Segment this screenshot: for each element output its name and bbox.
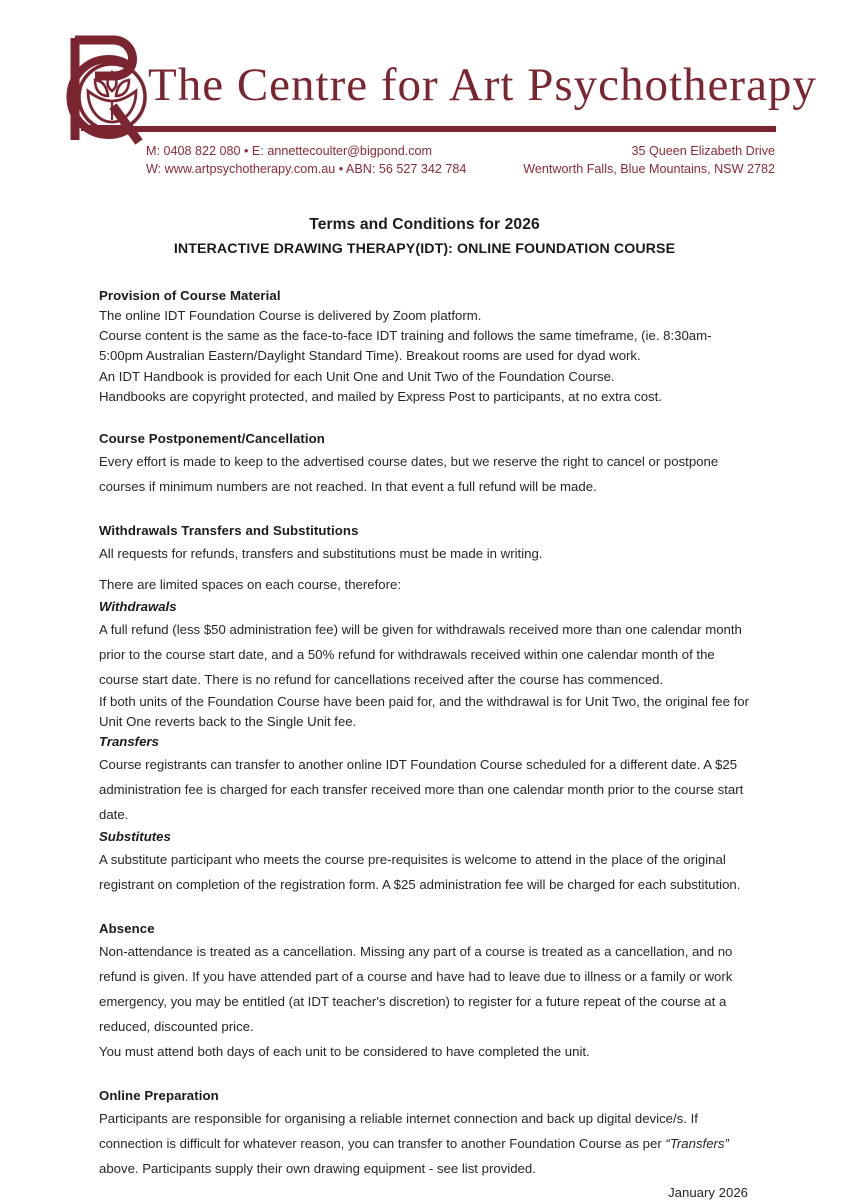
contact-left-column <box>146 142 466 178</box>
page-subtitle: INTERACTIVE DRAWING THERAPY(IDT): ONLINE FOUNDATION COURSE <box>173 241 676 257</box>
section-paragraph: Non-attendance is treated as a cancellation. Missing any part of a course is treated as a cancellation, and no refund is given. If you have attended part of a course and have had to leave due to illness or a family or work emergency, you may be entitled (at IDT teacher's discretion) to register for a future repeat of the course at a reduced, discounted price. <box>99 944 733 1035</box>
document-title-block <box>99 214 750 260</box>
section-paragraph: Course content is the same as the face-to-face IDT training and follows the same timeframe, (ie. 8:30am-5:00pm Australian Eastern/Daylight Standard Time). Breakout rooms are used for dyad work. <box>99 328 712 364</box>
header-divider-rule <box>130 126 776 132</box>
subsection-heading-transfers: Transfers <box>99 734 159 750</box>
section-paragraph: Handbooks are copyright protected, and mailed by Express Post to participants, at no extra cost. <box>99 388 662 404</box>
contact-right-column <box>523 142 775 178</box>
section-provision-of-course-material <box>99 286 750 407</box>
contact-web-abn: W: www.artpsychotherapy.com.au • ABN: 56 527 342 784 <box>146 162 467 176</box>
subsection-paragraph: A substitute participant who meets the course pre-requisites is welcome to attend in the place of the original registrant on completion of the registration form. A $25 administration fee will be charged for each substitution. <box>99 852 741 893</box>
section-heading: Online Preparation <box>99 1088 219 1104</box>
contact-block <box>0 142 848 180</box>
contact-city-state: Wentworth Falls, Blue Mountains, NSW 2782 <box>523 162 775 176</box>
section-paragraph: You must attend both days of each unit to be considered to have completed the unit. <box>99 1044 590 1060</box>
online-prep-text-part1: Participants are responsible for organising a reliable internet connection and back up digital device/s. If connection is difficult for whatever reason, you can transfer to another Foundation Course as per <box>99 1111 698 1152</box>
section-heading: Provision of Course Material <box>99 288 281 303</box>
contact-street-address: 35 Queen Elizabeth Drive <box>631 144 775 158</box>
section-paragraph: Every effort is made to keep to the advertised course dates, but we reserve the right to cancel or postpone courses if minimum numbers are not reached. In that event a full refund will be made. <box>99 454 719 495</box>
section-online-preparation <box>99 1086 750 1181</box>
quoted-transfers-term: “Transfers” <box>665 1136 729 1152</box>
online-prep-text-part2: above. Participants supply their own drawing equipment - see list provided. <box>99 1161 536 1177</box>
subsection-heading-substitutes: Substitutes <box>99 829 171 845</box>
subsection-paragraph: Course registrants can transfer to another online IDT Foundation Course scheduled for a different date. A $25 administration fee is charged for each transfer received more than one calendar month prior to the course start date. <box>99 757 744 823</box>
section-spacer <box>99 499 750 521</box>
section-heading: Course Postponement/Cancellation <box>99 431 325 447</box>
section-paragraph: An IDT Handbook is provided for each Unit One and Unit Two of the Foundation Course. <box>99 368 615 384</box>
section-spacer <box>99 897 750 919</box>
section-paragraph <box>99 1106 750 1181</box>
section-paragraph: The online IDT Foundation Course is delivered by Zoom platform. <box>99 308 482 323</box>
subsection-paragraph: A full refund (less $50 administration fee) will be given for withdrawals received more than one calendar month prior to the course start date, and a 50% refund for withdrawals received within one calendar month of the course start date. There is no refund for cancellations received after the course has commenced. <box>99 622 742 688</box>
page-title: Terms and Conditions for 2026 <box>309 216 540 233</box>
section-spacer <box>99 1064 750 1086</box>
contact-phone-email: M: 0408 822 080 • E: annettecoulter@bigpond.com <box>146 144 433 158</box>
section-withdrawals-transfers-substitutions <box>99 521 750 897</box>
section-heading: Withdrawals Transfers and Substitutions <box>99 523 359 539</box>
section-spacer <box>99 407 750 429</box>
letterhead <box>0 0 848 182</box>
section-heading: Absence <box>99 921 155 937</box>
section-paragraph: All requests for refunds, transfers and substitutions must be made in writing. <box>99 546 543 562</box>
subsection-heading-withdrawals: Withdrawals <box>99 599 177 615</box>
section-course-postponement-cancellation <box>99 429 750 499</box>
document-date: January 2026 <box>668 1185 748 1201</box>
brand-wordmark: The Centre for Art Psychotherapy <box>148 59 817 111</box>
document-body <box>99 214 750 1204</box>
section-absence <box>99 919 750 1064</box>
section-paragraph: There are limited spaces on each course, therefore: <box>99 577 402 593</box>
subsection-paragraph: If both units of the Foundation Course have been paid for, and the withdrawal is for Unit Two, the original fee for Unit One reverts back to the Single Unit fee. <box>99 694 749 730</box>
